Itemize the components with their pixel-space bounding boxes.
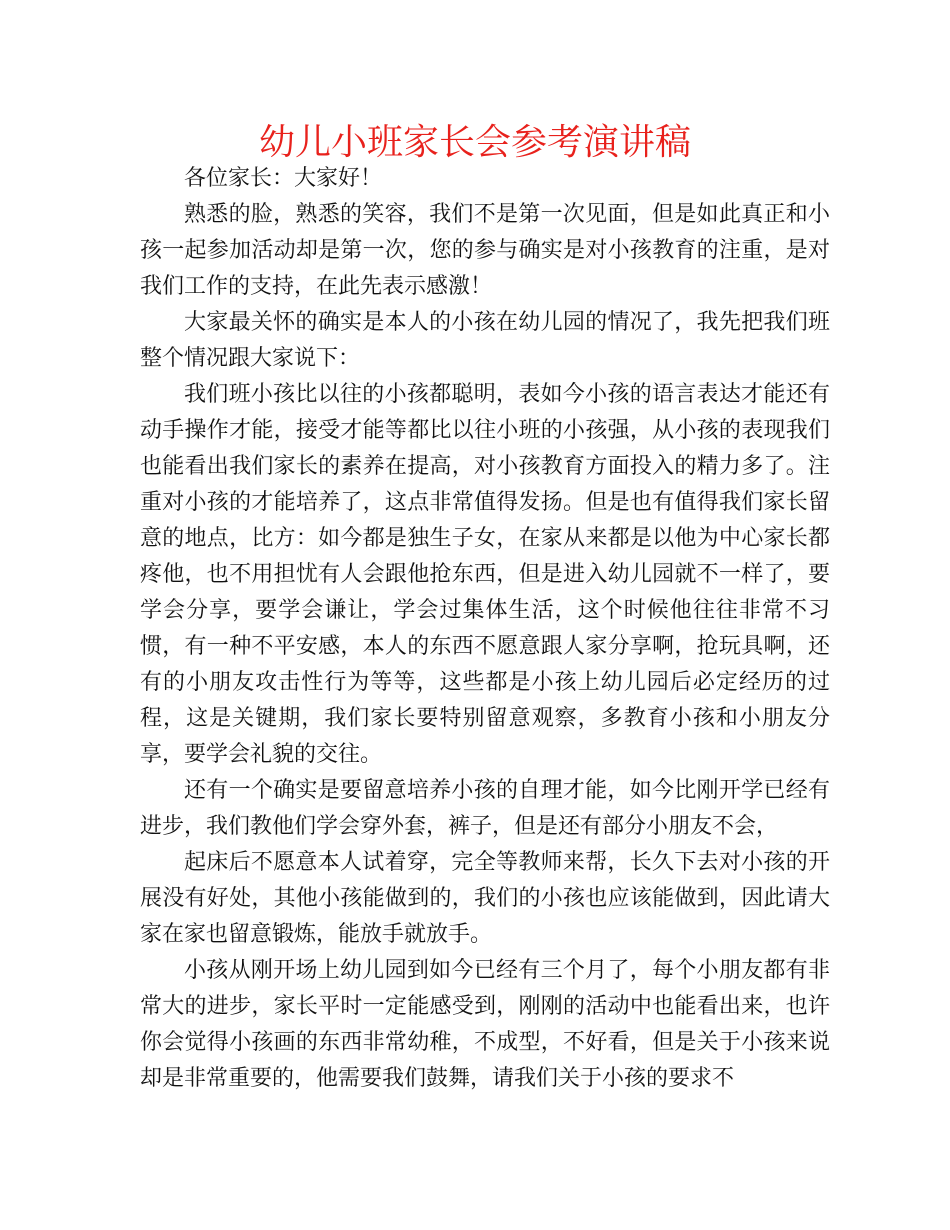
paragraph-greeting: 各位家长：大家好！ bbox=[184, 166, 383, 191]
document-title: 幼儿小班家长会参考演讲稿 bbox=[258, 122, 691, 163]
paragraph-progress: 小孩从刚开场上幼儿园到如今已经有三个月了，每个小朋友都有非常大的进步，家长平时一定能感受到，刚刚的活动中也能看出来，也许你会觉得小孩画的东西非常幼稚，不成型，不好看，但是关于小孩来说却是非常重要的，他需要我们鼓舞，请我们关于小孩的要求不 bbox=[140, 958, 830, 1091]
paragraph-self-care: 还有一个确实是要留意培养小孩的自理才能，如今比刚开学已经有进步，我们教他们学会穿外套，裤子，但是还有部分小朋友不会， bbox=[140, 778, 830, 839]
paragraph-class-situation: 我们班小孩比以往的小孩都聪明，表如今小孩的语言表达才能还有动手操作才能，接受才能等都比以往小班的小孩强，从小孩的表现我们也能看出我们家长的素养在提高，对小孩教育方面投入的精力多了。注重对小孩的才能培养了，这点非常值得发扬。但是也有值得我们家长留意的地点，比方：如今都是独生子女，在家从来都是以他为中心家长都疼他，也不用担忧有人会跟他抢东西，但是进入幼儿园就不一样了，要学会分享，要学会谦让，学会过集体生活，这个时候他往往非常不习惯，有一种不平安感，本人的东西不愿意跟人家分享啊，抢玩具啊，还有的小朋友攻击性行为等等，这些都是小孩上幼儿园后必定经历的过程，这是关键期，我们家长要特别留意观察，多教育小孩和小朋友分享，要学会礼貌的交往。 bbox=[140, 382, 830, 767]
document-body bbox=[140, 161, 830, 1097]
paragraph-class-intro: 大家最关怀的确实是本人的小孩在幼儿园的情况了，我先把我们班整个情况跟大家说下： bbox=[140, 310, 830, 371]
paragraph-self-care-cont: 起床后不愿意本人试着穿，完全等教师来帮，长久下去对小孩的开展没有好处，其他小孩能做到的，我们的小孩也应该能做到，因此请大家在家也留意锻炼，能放手就放手。 bbox=[140, 850, 830, 947]
paragraph-opening: 熟悉的脸，熟悉的笑容，我们不是第一次见面，但是如此真正和小孩一起参加活动却是第一次，您的参与确实是对小孩教育的注重，是对我们工作的支持，在此先表示感激！ bbox=[140, 202, 830, 299]
